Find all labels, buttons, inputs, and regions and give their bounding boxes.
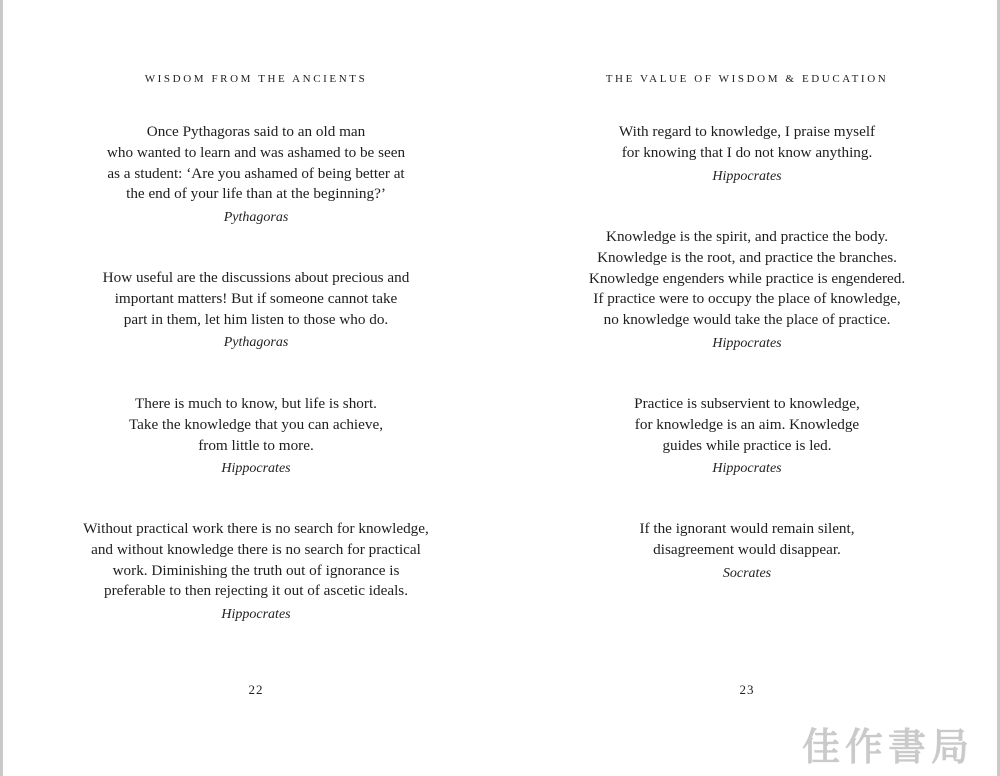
- quote-line: Take the knowledge that you can achieve,: [128, 415, 384, 433]
- quote-author: Pythagoras: [223, 210, 289, 226]
- quote-author: Hippocrates: [221, 461, 291, 477]
- quote-line: If the ignorant would remain silent,: [639, 520, 855, 537]
- quote-line: Once Pythagoras said to an old man: [146, 123, 366, 140]
- quote-block: [530, 394, 964, 479]
- quote-author: Pythagoras: [223, 335, 289, 351]
- quote-author: Hippocrates: [221, 607, 291, 623]
- quote-block: [40, 122, 472, 228]
- quote-line: With regard to knowledge, I praise myself: [618, 123, 876, 140]
- quote-line: work. Diminishing the truth out of ignorance is: [112, 561, 400, 579]
- quote-line: How useful are the discussions about precious and: [102, 269, 410, 286]
- quote-line: There is much to know, but life is short.: [135, 395, 377, 412]
- quote-block: [40, 519, 472, 625]
- right-page: [530, 0, 964, 776]
- left-page-edge: [0, 0, 3, 776]
- quote-author: Socrates: [722, 565, 772, 581]
- running-head: THE VALUE OF WISDOM & EDUCATION: [605, 73, 889, 85]
- page-number: 22: [248, 682, 264, 697]
- quote-line: If practice were to occupy the place of knowledge,: [593, 290, 901, 308]
- quote-line: part in them, let him listen to those who do.: [123, 310, 389, 328]
- quote-author: Hippocrates: [712, 168, 782, 184]
- quote-block: [530, 519, 964, 584]
- quote-line: preferable to then rejecting it out of ascetic ideals.: [103, 582, 409, 600]
- watermark-logo: 佳作書局: [801, 725, 974, 769]
- quote-block: [530, 122, 964, 187]
- quote-line: Practice is subservient to knowledge,: [634, 395, 860, 412]
- quote-line: as a student: ‘Are you ashamed of being better at: [107, 164, 405, 182]
- quote-author: Hippocrates: [712, 461, 782, 477]
- quote-line: no knowledge would take the place of practice.: [603, 311, 891, 329]
- quote-line: Knowledge is the root, and practice the branches.: [597, 248, 897, 266]
- quote-line: who wanted to learn and was ashamed to be seen: [106, 143, 406, 161]
- quote-block: [530, 227, 964, 354]
- quote-line: Knowledge engenders while practice is engendered.: [588, 269, 906, 287]
- quote-line: the end of your life than at the beginning?’: [126, 185, 386, 203]
- quote-line: guides while practice is led.: [662, 436, 832, 454]
- quote-line: from little to more.: [198, 436, 314, 454]
- quote-block: [40, 268, 472, 353]
- quote-line: disagreement would disappear.: [653, 540, 841, 558]
- quote-line: and without knowledge there is no search for practical: [91, 540, 421, 558]
- running-head: WISDOM FROM THE ANCIENTS: [144, 73, 368, 85]
- quote-author: Hippocrates: [712, 335, 782, 351]
- page-number: 23: [739, 682, 755, 697]
- quote-block: [40, 394, 472, 479]
- quote-line: for knowing that I do not know anything.: [621, 143, 873, 161]
- quote-line: important matters! But if someone cannot take: [114, 289, 398, 307]
- quote-line: for knowledge is an aim. Knowledge: [634, 415, 860, 433]
- quote-line: Knowledge is the spirit, and practice the body.: [605, 228, 888, 245]
- quote-line: Without practical work there is no search for knowledge,: [83, 520, 429, 537]
- left-page: [40, 0, 472, 776]
